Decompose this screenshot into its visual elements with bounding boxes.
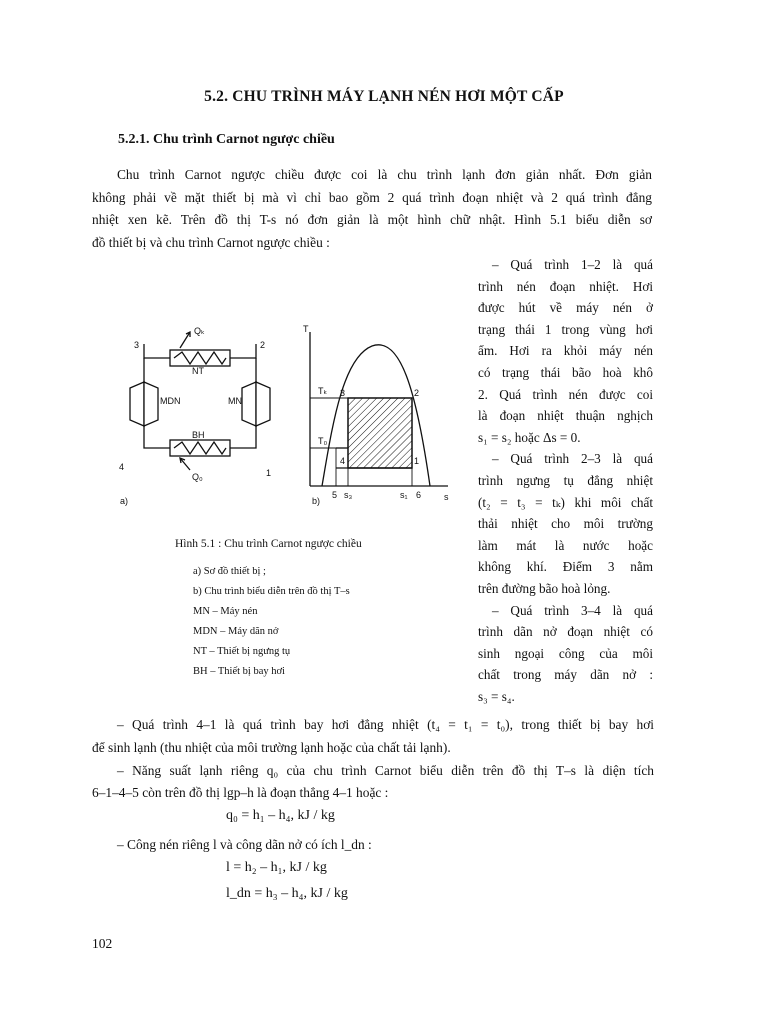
rc-line: s₃ = s₄. [478,688,515,704]
pipe-top-right [230,344,256,358]
label-mn: MN [228,396,242,406]
ts-point-1: 1 [414,456,420,466]
figure-5-1 [110,318,470,523]
rc-line: sinh ngoại công của môi [478,645,653,661]
s-tick-s1: s₁ [400,490,408,500]
rc-line: – Quá trình 2–3 là quá [492,451,653,467]
intro-line-2: không phải về mặt thiết bị mà vì chỉ bao gồm 2 quá trình đoạn nhiệt và 2 quá trình đẳng [92,189,652,205]
s-tick-5: 5 [332,490,338,500]
intro-line-3: nhiệt xen kẽ. Trên đồ thị T-s nó đơn giản là một hình chữ nhật. Hình 5.1 biểu diễn sơ [92,212,652,228]
body-line-4: 6–1–4–5 còn trên đồ thị lgp–h là đoạn thẳng 4–1 hoặc : [92,785,389,801]
legend-line: a) Sơ đồ thiết bị ; [193,566,266,577]
body-line-3: – Năng suất lạnh riêng q₀ của chu trình Carnot biểu diễn trên đồ thị T–s là diện tích [117,762,654,778]
formula-l: l = h₂ – h₁, kJ / kg [226,860,327,875]
body-line-2: để sinh lạnh (thu nhiệt của môi trường lạnh hoặc của chất tải lạnh). [92,739,451,755]
rc-line: s₁ = s₂ hoặc Δs = 0. [478,429,581,445]
legend-line: BH – Thiết bị bay hơi [193,666,285,677]
ts-diagram [310,332,448,486]
label-nt: NT [192,366,204,376]
formula-ldn: l_dn = h₃ – h₄, kJ / kg [226,886,348,901]
subsection-title: 5.2.1. Chu trình Carnot ngược chiều [118,132,335,147]
cycle-rectangle [348,398,412,468]
label-a: a) [120,496,129,506]
label-qo: Q₀ [192,472,203,482]
expander-body-2 [144,382,158,426]
schematic-diagram [130,332,270,470]
label-qk: Qₖ [194,326,205,336]
point-4: 4 [119,462,125,472]
pipe-top-left [144,344,170,358]
pipe-right-low [230,422,256,448]
formula-qo: q₀ = h₁ – h₄, kJ / kg [226,808,335,823]
page-number: 102 [92,936,113,951]
label-mdn: MDN [160,396,181,406]
body-text [92,714,654,805]
s-tick-6: 6 [416,490,422,500]
to-label: T₀ [318,436,328,446]
rc-line: ẩm. Hơi ra khỏi máy nén [478,343,653,359]
rc-line: trình nén đoạn nhiệt. Hơi [478,278,653,294]
axis-s-label: s [444,492,449,502]
axis-t-label: T [303,324,309,334]
label-b: b) [312,496,321,506]
rc-line: – Quá trình 3–4 là quá [492,602,653,618]
label-bh: BH [192,430,205,440]
rc-line: (t₂ = t₃ = tₖ) khi môi chất [478,494,653,510]
rc-line: trạng thái 1 trong vùng hơi [478,321,653,337]
point-2: 2 [260,340,266,350]
rc-line: 2. Quá trình nén được coi [478,386,653,402]
figure-caption: Hình 5.1 : Chu trình Carnot ngược chiều [175,538,362,550]
rc-line: có trạng thái bão hoà khô [478,364,653,380]
intro-line-1: Chu trình Carnot ngược chiều được coi là chu trình lạnh đơn giản nhất. Đơn giản [117,167,652,182]
rc-line: được hút về máy nén ở [478,300,653,316]
legend-line: b) Chu trình biểu diễn trên đồ thị T–s [193,586,350,597]
compressor-body-2 [256,382,270,426]
intro-paragraph [92,164,652,254]
rc-line: không khí. Điểm 3 nằm [478,559,653,575]
legend-line: MN – Máy nén [193,606,258,617]
rc-line: là đoạn nhiệt thuận nghịch [478,408,653,424]
intro-line-4: đồ thiết bị và chu trình Carnot ngược chiều : [92,234,330,250]
tk-label: Tₖ [318,386,328,396]
rc-line: làm mát là nước hoặc [478,537,653,553]
s-tick-s3: s₃ [344,490,353,500]
legend-line: NT – Thiết bị ngưng tụ [193,646,291,657]
expander-body [130,382,144,426]
section-title: 5.2. CHU TRÌNH MÁY LẠNH NÉN HƠI MỘT CẤP [204,88,564,105]
rc-line: – Quá trình 1–2 là quá [492,257,653,272]
ts-point-3: 3 [340,388,346,398]
qk-arrow [180,332,190,348]
body-line-1: – Quá trình 4–1 là quá trình bay hơi đẳng nhiệt (t₄ = t₁ = t₀), trong thiết bị bay hơi [117,717,654,732]
rc-line: thải nhiệt cho môi trường [478,516,653,532]
rc-line: chất trong máy dãn nở : [478,667,653,683]
point-1: 1 [266,468,272,478]
rc-line: trình dãn nở đoạn nhiệt có [478,624,653,640]
rc-line: trên đường bão hoà lỏng. [478,580,611,596]
right-column-text [478,254,653,707]
ts-point-4: 4 [340,456,346,466]
compressor-body [242,382,256,426]
ts-point-2: 2 [414,388,420,398]
point-3: 3 [134,340,140,350]
body-line-5: – Công nén riêng l và công dãn nở có ích l_dn : [117,837,372,852]
legend-line: MDN – Máy dãn nở [193,626,279,637]
pipe-left-low [144,422,170,448]
rc-line: trình ngưng tụ đẳng nhiệt [478,472,653,488]
